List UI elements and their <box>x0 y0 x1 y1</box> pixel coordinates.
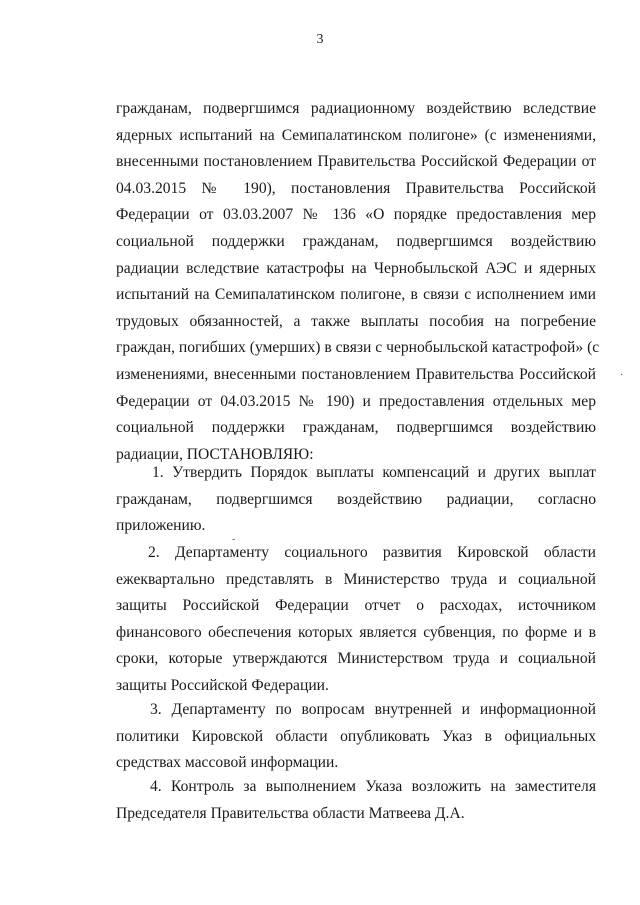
text-line: социальной поддержки гражданам, подвергшимся воздействию <box>116 232 596 250</box>
text-line: 04.03.2015 № 190), постановления Правительства Российской <box>116 179 596 197</box>
text-line: средствах массовой информации. <box>116 754 339 772</box>
text-line: гражданам, подвергшимся радиационному воздействию вследствие <box>116 100 596 117</box>
text-line: 3. Департаменту по вопросам внутренней и информационной <box>150 701 596 718</box>
text-line: ежеквартально представлять в Министерство труда и социальной <box>116 570 596 588</box>
text-line: социальной поддержки гражданам, подвергшимся воздействию <box>116 419 596 437</box>
text-line: приложению. <box>116 517 206 535</box>
text-line: испытаний на Семипалатинском полигоне, в связи с исполнением ими <box>116 286 596 304</box>
text-line: ядерных испытаний на Семипалатинском полигоне» (с изменениями, <box>116 126 596 144</box>
text-line: 4. Контроль за выполнением Указа возложить на заместителя <box>150 778 596 795</box>
text-line: граждан, погибших (умерших) в связи с чернобыльской катастрофой» (с <box>116 339 600 357</box>
scan-artifact: - <box>232 534 236 545</box>
text-line: Председателя Правительства области Матвеева Д.А. <box>116 804 465 822</box>
clause-3 <box>116 697 596 777</box>
page-number: 3 <box>316 32 324 47</box>
text-line: 1. Утвердить Порядок выплаты компенсаций и других выплат <box>152 464 596 481</box>
text-line: радиации, ПОСТАНОВЛЯЮ: <box>116 445 314 463</box>
clause-1 <box>116 460 596 540</box>
text-line: трудовых обязанностей, а также выплаты пособия на погребение <box>116 312 596 330</box>
clause-2 <box>116 540 596 700</box>
intro-paragraph <box>116 96 600 468</box>
text-line: изменениями, внесенными постановлением Правительства Российской <box>116 365 596 383</box>
text-line: финансового обеспечения которых является субвенция, по форме и в <box>116 623 596 641</box>
text-line: внесенными постановлением Правительства Российской Федерации от <box>116 153 596 171</box>
text-line: гражданам, подвергшимся воздействию радиации, согласно <box>116 490 596 508</box>
text-line: 2. Департаменту социального развития Кировской области <box>148 544 596 561</box>
text-line: защиты Российской Федерации отчет о расходах, источником <box>116 597 596 615</box>
scan-artifact: · <box>620 370 624 381</box>
text-line: сроки, которые утверждаются Министерством труда и социальной <box>116 650 596 668</box>
text-line: Федерации от 03.03.2007 № 136 «О порядке предоставления мер <box>116 206 596 224</box>
text-line: Федерации от 04.03.2015 № 190) и предоставления отдельных мер <box>116 392 596 410</box>
text-line: защиты Российской Федерации. <box>116 676 329 694</box>
text-line: политики Кировской области опубликовать Указ в официальных <box>116 727 596 745</box>
text-line: радиации вследствие катастрофы на Чернобыльской АЭС и ядерных <box>116 259 596 277</box>
clause-4 <box>116 774 596 827</box>
